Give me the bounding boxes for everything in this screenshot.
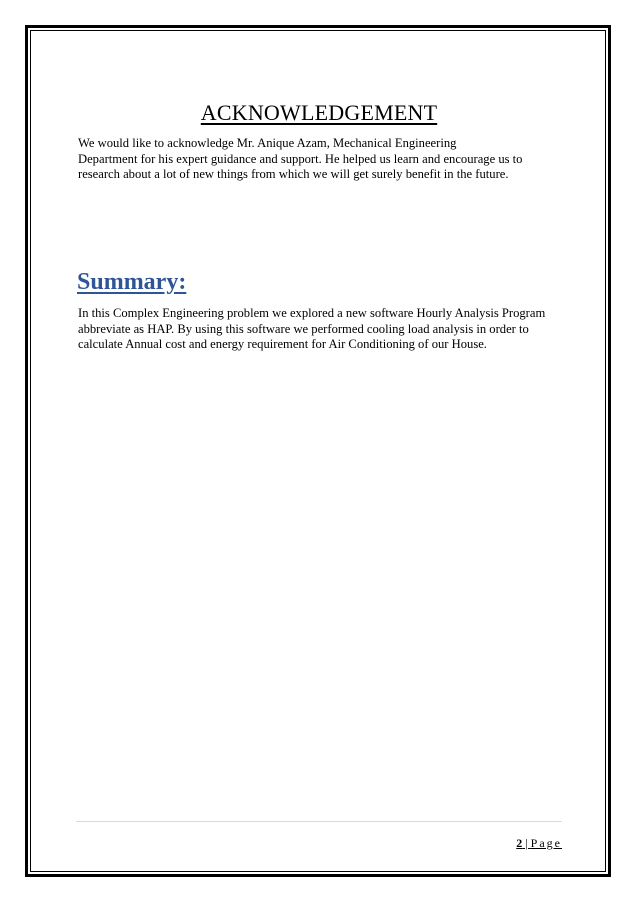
acknowledgement-line: Department for his expert guidance and support. He helped us learn and encourage us to <box>78 151 523 166</box>
summary-paragraph <box>78 306 578 353</box>
summary-line: calculate Annual cost and energy requirement for Air Conditioning of our House. <box>78 337 487 352</box>
acknowledgement-paragraph <box>78 136 578 183</box>
page-footer <box>516 836 562 850</box>
page-number: 2 <box>516 836 523 850</box>
summary-line: In this Complex Engineering problem we explored a new software Hourly Analysis Program <box>78 306 546 320</box>
summary-heading: Summary: <box>77 269 187 295</box>
footer-divider <box>76 821 562 822</box>
page-word: Page <box>530 836 562 850</box>
acknowledgement-line: research about a lot of new things from which we will get surely benefit in the future. <box>78 167 509 182</box>
acknowledgement-line: We would like to acknowledge Mr. Anique Azam, Mechanical Engineering <box>78 136 457 150</box>
acknowledgement-title: ACKNOWLEDGEMENT <box>200 100 438 125</box>
summary-line: abbreviate as HAP. By using this software we performed cooling load analysis in order to <box>78 321 529 336</box>
footer-separator: | <box>522 836 531 850</box>
